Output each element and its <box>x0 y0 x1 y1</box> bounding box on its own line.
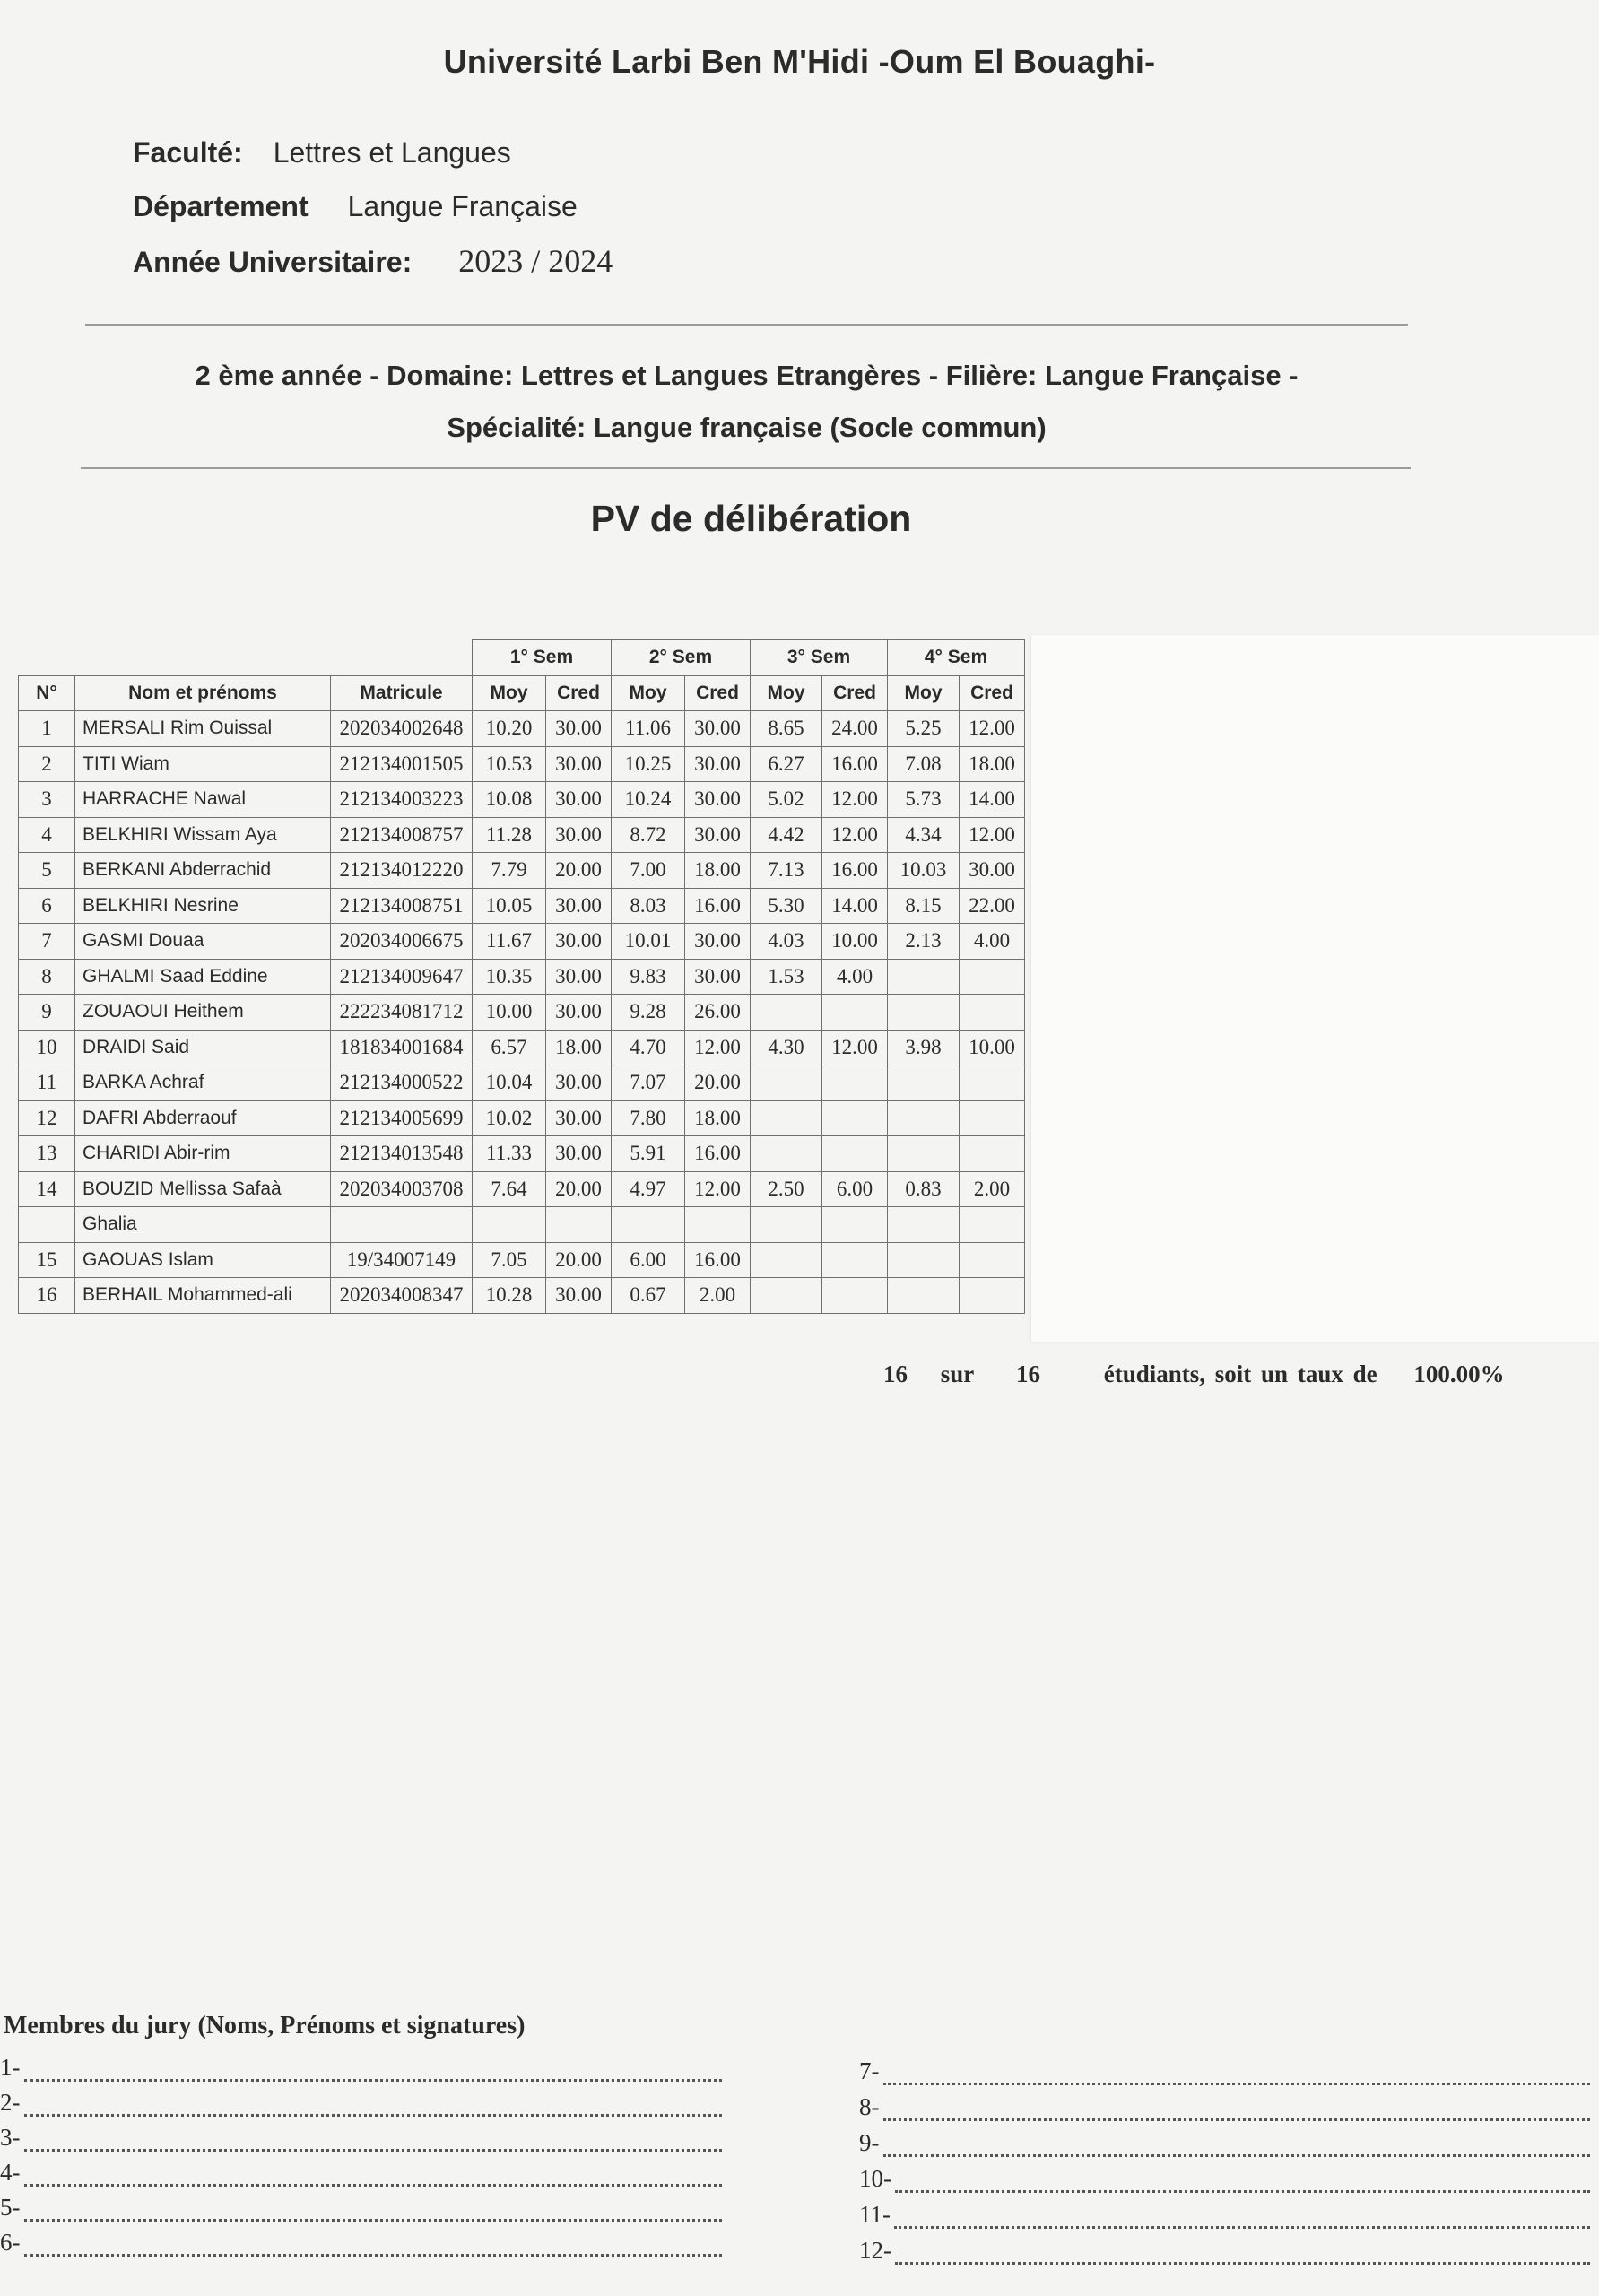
jury-line-number: 5- <box>0 2194 21 2221</box>
column-header: N° <box>19 675 75 711</box>
paper-overlap <box>1031 635 1599 1342</box>
grade-cell: 18.00 <box>960 746 1025 782</box>
grade-cell: 30.00 <box>546 995 612 1031</box>
table-row <box>19 853 1025 889</box>
grade-cell: 6.27 <box>751 746 822 782</box>
grade-cell: 30.00 <box>546 782 612 818</box>
year-label: Année Universitaire: <box>133 246 413 278</box>
grade-cell <box>685 1207 751 1243</box>
grade-cell: 2.00 <box>960 1171 1025 1207</box>
matricule-cell: 212134012220 <box>331 853 473 889</box>
grade-cell <box>822 995 888 1031</box>
grade-cell: 20.00 <box>546 853 612 889</box>
semester-header: 1° Sem <box>473 640 612 676</box>
matricule-cell: 212134008757 <box>331 817 473 853</box>
student-name: GHALMI Saad Eddine <box>75 959 331 995</box>
grade-cell: 4.30 <box>751 1030 822 1065</box>
row-number: 2 <box>19 746 75 782</box>
student-name: BOUZID Mellissa Safaà <box>75 1171 331 1207</box>
table-row <box>19 817 1025 853</box>
row-number: 6 <box>19 888 75 924</box>
grade-cell: 11.28 <box>473 817 546 853</box>
table-row <box>19 1065 1025 1101</box>
grade-cell: 0.67 <box>612 1278 685 1314</box>
matricule-cell: 19/34007149 <box>331 1242 473 1278</box>
student-name: ZOUAOUI Heithem <box>75 995 331 1031</box>
grade-cell: 7.07 <box>612 1065 685 1101</box>
header-spacer <box>331 640 473 676</box>
grade-cell <box>822 1242 888 1278</box>
grade-cell: 5.02 <box>751 782 822 818</box>
jury-signature-line <box>859 2229 1590 2265</box>
grade-cell <box>751 1278 822 1314</box>
grade-cell: 18.00 <box>685 853 751 889</box>
department-row <box>133 190 578 223</box>
grade-cell: 7.05 <box>473 1242 546 1278</box>
jury-signature-line <box>859 2157 1590 2193</box>
grade-cell: 7.64 <box>473 1171 546 1207</box>
grade-cell: 3.98 <box>888 1030 960 1065</box>
grade-cell <box>960 959 1025 995</box>
column-header: Matricule <box>331 675 473 711</box>
grade-cell: 8.65 <box>751 711 822 747</box>
summary-text: étudiants, soit un taux de <box>1103 1361 1377 1387</box>
jury-line-number: 4- <box>0 2159 21 2186</box>
grade-cell: 10.00 <box>960 1030 1025 1065</box>
jury-signature-line <box>0 2082 722 2117</box>
grade-cell <box>822 1278 888 1314</box>
row-number: 9 <box>19 995 75 1031</box>
student-name: DAFRI Abderraouf <box>75 1100 331 1136</box>
row-number <box>19 1207 75 1243</box>
column-header: Cred <box>685 675 751 711</box>
row-number: 3 <box>19 782 75 818</box>
column-header-row <box>19 675 1025 711</box>
year-value: 2023 / 2024 <box>458 243 613 279</box>
grade-cell <box>751 1242 822 1278</box>
grade-cell: 7.00 <box>612 853 685 889</box>
grade-cell <box>546 1207 612 1243</box>
grade-cell <box>888 1100 960 1136</box>
divider-top <box>85 324 1408 326</box>
matricule-cell: 212134009647 <box>331 959 473 995</box>
grade-cell: 10.35 <box>473 959 546 995</box>
table-row <box>19 1136 1025 1172</box>
grade-cell <box>960 1100 1025 1136</box>
jury-line-number: 1- <box>0 2054 21 2081</box>
grade-cell: 5.73 <box>888 782 960 818</box>
jury-signature-line <box>0 2047 722 2082</box>
grade-cell: 8.15 <box>888 888 960 924</box>
table-row <box>19 924 1025 960</box>
grade-cell: 10.00 <box>822 924 888 960</box>
student-name: HARRACHE Nawal <box>75 782 331 818</box>
grade-cell: 30.00 <box>546 711 612 747</box>
signature-dotted-line <box>24 2133 723 2152</box>
divider-bottom <box>81 467 1411 469</box>
table-row <box>19 1207 1025 1243</box>
signature-dotted-line <box>24 2168 723 2187</box>
grade-cell <box>822 1100 888 1136</box>
grade-cell: 4.70 <box>612 1030 685 1065</box>
matricule-cell: 181834001684 <box>331 1030 473 1065</box>
student-name: GAOUAS Islam <box>75 1242 331 1278</box>
summary-count: 16 <box>883 1361 908 1387</box>
grade-cell: 12.00 <box>685 1171 751 1207</box>
summary-rate: 100.00% <box>1413 1361 1505 1387</box>
grade-cell: 30.00 <box>546 1136 612 1172</box>
grade-cell: 2.00 <box>685 1278 751 1314</box>
grade-cell: 10.04 <box>473 1065 546 1101</box>
grade-cell: 6.57 <box>473 1030 546 1065</box>
semester-header-row <box>19 640 1025 676</box>
grade-cell <box>888 1207 960 1243</box>
department-label: Département <box>133 190 309 222</box>
column-header: Cred <box>822 675 888 711</box>
grade-cell: 10.08 <box>473 782 546 818</box>
grade-cell: 30.00 <box>685 746 751 782</box>
grade-cell: 30.00 <box>685 782 751 818</box>
grade-cell: 30.00 <box>546 817 612 853</box>
grade-cell: 20.00 <box>685 1065 751 1101</box>
jury-line-number: 2- <box>0 2089 21 2116</box>
grade-cell: 30.00 <box>685 924 751 960</box>
summary-line <box>883 1361 1505 1388</box>
signature-dotted-line <box>24 2098 723 2117</box>
grade-cell: 12.00 <box>960 817 1025 853</box>
semester-header: 2° Sem <box>612 640 751 676</box>
grade-cell <box>751 1136 822 1172</box>
grade-cell <box>751 1100 822 1136</box>
grade-cell: 9.83 <box>612 959 685 995</box>
row-number: 5 <box>19 853 75 889</box>
grade-cell: 4.00 <box>960 924 1025 960</box>
grade-cell: 16.00 <box>822 853 888 889</box>
grade-cell <box>888 995 960 1031</box>
grade-cell <box>960 1065 1025 1101</box>
row-number: 13 <box>19 1136 75 1172</box>
student-name: GASMI Douaa <box>75 924 331 960</box>
grade-cell <box>751 1207 822 1243</box>
grade-cell: 4.97 <box>612 1171 685 1207</box>
student-name: CHARIDI Abir-rim <box>75 1136 331 1172</box>
jury-line-number: 7- <box>859 2057 880 2084</box>
results-table <box>18 639 1025 1314</box>
university-title: Université Larbi Ben M'Hidi -Oum El Bouaghi- <box>443 43 1156 80</box>
grade-cell <box>888 1136 960 1172</box>
student-name: BERHAIL Mohammed-ali <box>75 1278 331 1314</box>
semester-header: 3° Sem <box>751 640 888 676</box>
semester-header: 4° Sem <box>888 640 1025 676</box>
grade-cell: 1.53 <box>751 959 822 995</box>
faculty-label: Faculté: <box>133 136 243 169</box>
matricule-cell: 202034006675 <box>331 924 473 960</box>
jury-title: Membres du jury (Noms, Prénoms et signatures) <box>4 2012 526 2039</box>
column-header: Cred <box>546 675 612 711</box>
matricule-cell: 212134001505 <box>331 746 473 782</box>
grade-cell <box>960 1136 1025 1172</box>
table-row <box>19 1030 1025 1065</box>
table-row <box>19 1171 1025 1207</box>
signature-dotted-line <box>24 2063 723 2082</box>
grade-cell: 30.00 <box>685 959 751 995</box>
grade-cell: 8.72 <box>612 817 685 853</box>
grade-cell: 10.02 <box>473 1100 546 1136</box>
matricule-cell: 202034002648 <box>331 711 473 747</box>
jury-signature-line <box>859 2049 1590 2085</box>
grade-cell <box>960 1207 1025 1243</box>
column-header: Cred <box>960 675 1025 711</box>
table-row <box>19 746 1025 782</box>
grade-cell <box>822 1207 888 1243</box>
grade-cell: 10.00 <box>473 995 546 1031</box>
grade-cell <box>960 995 1025 1031</box>
grade-cell: 30.00 <box>960 853 1025 889</box>
grade-cell: 30.00 <box>546 1065 612 1101</box>
row-number: 12 <box>19 1100 75 1136</box>
grade-cell: 12.00 <box>960 711 1025 747</box>
grade-cell: 10.25 <box>612 746 685 782</box>
student-name: BARKA Achraf <box>75 1065 331 1101</box>
grade-cell: 30.00 <box>546 959 612 995</box>
jury-line-number: 8- <box>859 2093 880 2120</box>
jury-line-number: 6- <box>0 2229 21 2256</box>
grade-cell <box>960 1278 1025 1314</box>
table-row <box>19 1278 1025 1314</box>
grade-cell: 10.24 <box>612 782 685 818</box>
matricule-cell: 222234081712 <box>331 995 473 1031</box>
grade-cell: 11.06 <box>612 711 685 747</box>
grade-cell: 12.00 <box>685 1030 751 1065</box>
matricule-cell: 212134013548 <box>331 1136 473 1172</box>
grade-cell: 10.53 <box>473 746 546 782</box>
student-name: BELKHIRI Wissam Aya <box>75 817 331 853</box>
grade-cell <box>822 1136 888 1172</box>
matricule-cell: 202034008347 <box>331 1278 473 1314</box>
matricule-cell <box>331 1207 473 1243</box>
grade-cell: 6.00 <box>612 1242 685 1278</box>
matricule-cell: 202034003708 <box>331 1171 473 1207</box>
row-number: 1 <box>19 711 75 747</box>
student-name: BERKANI Abderrachid <box>75 853 331 889</box>
jury-line-number: 9- <box>859 2129 880 2156</box>
grade-cell <box>473 1207 546 1243</box>
summary-sur: sur <box>940 1361 975 1387</box>
grade-cell <box>960 1242 1025 1278</box>
column-header: Nom et prénoms <box>75 675 331 711</box>
results-body <box>19 711 1025 1314</box>
matricule-cell: 212134003223 <box>331 782 473 818</box>
grade-cell: 10.01 <box>612 924 685 960</box>
grade-cell: 16.00 <box>685 888 751 924</box>
grade-cell: 10.28 <box>473 1278 546 1314</box>
row-number: 15 <box>19 1242 75 1278</box>
header-spacer <box>19 640 75 676</box>
department-value: Langue Française <box>347 190 578 222</box>
grade-cell: 4.34 <box>888 817 960 853</box>
row-number: 10 <box>19 1030 75 1065</box>
jury-signature-line <box>0 2117 722 2152</box>
column-header: Moy <box>473 675 546 711</box>
grade-cell: 4.00 <box>822 959 888 995</box>
table-row <box>19 995 1025 1031</box>
table-row <box>19 711 1025 747</box>
grade-cell: 12.00 <box>822 1030 888 1065</box>
grade-cell: 16.00 <box>822 746 888 782</box>
student-name: MERSALI Rim Ouissal <box>75 711 331 747</box>
year-row <box>133 242 613 280</box>
grade-cell: 20.00 <box>546 1171 612 1207</box>
table-row <box>19 1100 1025 1136</box>
jury-list-right <box>859 2049 1590 2265</box>
signature-dotted-line <box>24 2203 723 2222</box>
faculty-value: Lettres et Langues <box>273 136 511 169</box>
signature-dotted-line <box>894 2210 1590 2229</box>
signature-dotted-line <box>895 2246 1590 2265</box>
grade-cell: 30.00 <box>546 924 612 960</box>
grade-cell: 2.50 <box>751 1171 822 1207</box>
signature-dotted-line <box>883 2066 1591 2085</box>
grade-cell: 2.13 <box>888 924 960 960</box>
grade-cell <box>751 995 822 1031</box>
page-title: PV de délibération <box>590 498 912 539</box>
program-line-1: 2 ème année - Domaine: Lettres et Langues Etrangères - Filière: Langue Française - <box>195 360 1299 391</box>
jury-line-number: 10- <box>859 2165 891 2192</box>
jury-signature-line <box>0 2222 722 2257</box>
table-row <box>19 782 1025 818</box>
grade-cell <box>751 1065 822 1101</box>
grade-cell: 30.00 <box>546 746 612 782</box>
grade-cell: 5.91 <box>612 1136 685 1172</box>
grade-cell <box>888 1065 960 1101</box>
column-header: Moy <box>612 675 685 711</box>
matricule-cell: 212134008751 <box>331 888 473 924</box>
grade-cell: 24.00 <box>822 711 888 747</box>
table-row <box>19 959 1025 995</box>
grade-cell: 30.00 <box>685 817 751 853</box>
signature-dotted-line <box>883 2138 1591 2157</box>
grade-cell: 14.00 <box>822 888 888 924</box>
grade-cell: 20.00 <box>546 1242 612 1278</box>
row-number: 11 <box>19 1065 75 1101</box>
grade-cell: 14.00 <box>960 782 1025 818</box>
jury-line-number: 11- <box>859 2201 891 2228</box>
student-name: Ghalia <box>75 1207 331 1243</box>
matricule-cell: 212134000522 <box>331 1065 473 1101</box>
grade-cell: 7.79 <box>473 853 546 889</box>
row-number: 16 <box>19 1278 75 1314</box>
jury-signature-line <box>0 2187 722 2222</box>
grade-cell: 5.25 <box>888 711 960 747</box>
grade-cell: 7.08 <box>888 746 960 782</box>
row-number: 8 <box>19 959 75 995</box>
signature-dotted-line <box>883 2102 1591 2121</box>
grade-cell: 16.00 <box>685 1136 751 1172</box>
jury-line-number: 3- <box>0 2124 21 2151</box>
faculty-row <box>133 136 511 170</box>
jury-signature-line <box>0 2152 722 2187</box>
grade-cell: 18.00 <box>685 1100 751 1136</box>
grade-cell <box>888 1242 960 1278</box>
summary-total: 16 <box>1016 1361 1041 1387</box>
jury-list-left <box>0 2047 722 2257</box>
jury-signature-line <box>859 2121 1590 2157</box>
table-row <box>19 888 1025 924</box>
grade-cell: 11.33 <box>473 1136 546 1172</box>
grade-cell <box>888 959 960 995</box>
column-header: Moy <box>888 675 960 711</box>
grade-cell: 5.30 <box>751 888 822 924</box>
jury-line-number: 12- <box>859 2237 891 2264</box>
student-name: TITI Wiam <box>75 746 331 782</box>
grade-cell <box>888 1278 960 1314</box>
matricule-cell: 212134005699 <box>331 1100 473 1136</box>
grade-cell: 18.00 <box>546 1030 612 1065</box>
grade-cell: 10.05 <box>473 888 546 924</box>
row-number: 14 <box>19 1171 75 1207</box>
jury-signature-line <box>859 2193 1590 2229</box>
grade-cell: 30.00 <box>546 1100 612 1136</box>
grade-cell: 6.00 <box>822 1171 888 1207</box>
grade-cell: 10.03 <box>888 853 960 889</box>
program-description <box>0 350 1493 454</box>
program-line-2: Spécialité: Langue française (Socle commun) <box>447 412 1047 443</box>
student-name: BELKHIRI Nesrine <box>75 888 331 924</box>
grade-cell: 12.00 <box>822 782 888 818</box>
grade-cell <box>822 1065 888 1101</box>
signature-dotted-line <box>24 2238 723 2257</box>
grade-cell: 11.67 <box>473 924 546 960</box>
grade-cell: 30.00 <box>546 888 612 924</box>
grade-cell: 12.00 <box>822 817 888 853</box>
jury-signature-line <box>859 2085 1590 2121</box>
column-header: Moy <box>751 675 822 711</box>
grade-cell: 4.42 <box>751 817 822 853</box>
grade-cell: 7.80 <box>612 1100 685 1136</box>
grade-cell: 7.13 <box>751 853 822 889</box>
signature-dotted-line <box>895 2174 1590 2193</box>
table-row <box>19 1242 1025 1278</box>
grade-cell: 26.00 <box>685 995 751 1031</box>
grade-cell: 10.20 <box>473 711 546 747</box>
grade-cell: 9.28 <box>612 995 685 1031</box>
student-name: DRAIDI Said <box>75 1030 331 1065</box>
grade-cell: 30.00 <box>546 1278 612 1314</box>
grade-cell: 16.00 <box>685 1242 751 1278</box>
grade-cell: 0.83 <box>888 1171 960 1207</box>
row-number: 4 <box>19 817 75 853</box>
header-spacer <box>75 640 331 676</box>
grade-cell <box>612 1207 685 1243</box>
grade-cell: 30.00 <box>685 711 751 747</box>
grade-cell: 22.00 <box>960 888 1025 924</box>
grade-cell: 4.03 <box>751 924 822 960</box>
row-number: 7 <box>19 924 75 960</box>
grade-cell: 8.03 <box>612 888 685 924</box>
